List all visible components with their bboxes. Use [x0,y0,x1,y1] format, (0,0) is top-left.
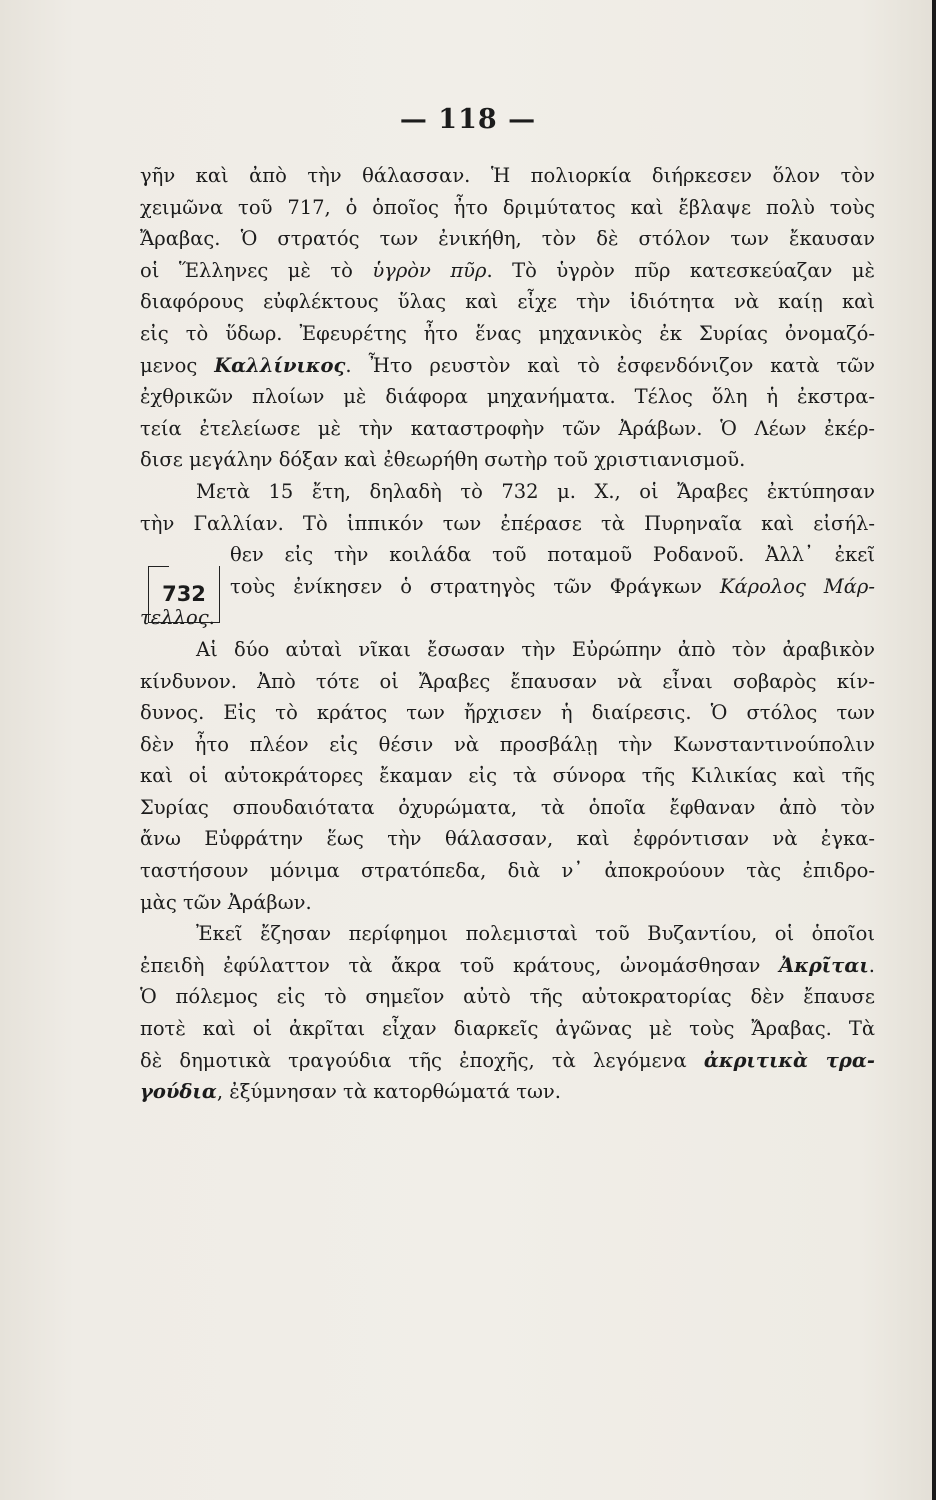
text-line: ταστήσουν μόνιμα στρατόπεδα, διὰ ν᾽ ἀποκρούουν τὰς ἐπιδρο- [140,859,875,883]
page-number: — 118 — [399,104,537,135]
text-line: οἱ Ἕλληνες μὲ τὸ ὑγρὸν πῦρ. Τὸ ὑγρὸν πῦρ κατεσκεύαζαν μὲ [140,258,875,282]
page-edge-shadow [932,0,936,1500]
text-line: ἐχθρικῶν πλοίων μὲ διάφορα μηχανήματα. Τέλος ὅλη ἡ ἐκστρα- [140,385,875,409]
text-line: τεία ἐτελείωσε μὲ τὴν καταστροφὴν τῶν Ἀράβων. Ὁ Λέων ἐκέρ- [140,416,875,440]
text-line: διαφόρους εὐφλέκτους ὕλας καὶ εἶχε τὴν ἰδιότητα νὰ καίῃ καὶ [140,290,875,314]
italic-term: Ἀκρῖται [779,953,869,977]
body-text [140,160,875,1108]
text-line: ἐπειδὴ ἐφύλαττον τὰ ἄκρα τοῦ κράτους, ὠνομάσθησαν Ἀκρῖται. [140,953,875,977]
text-line: δὲν ἦτο πλέον εἰς θέσιν νὰ προσβάλῃ τὴν Κωνσταντινούπολιν [140,732,875,756]
text-line: δὲ δημοτικὰ τραγούδια τῆς ἐποχῆς, τὰ λεγόμενα ἀκριτικὰ τρα- [140,1048,875,1072]
text-line: γῆν καὶ ἀπὸ τὴν θάλασσαν. Ἡ πολιορκία διήρκεσεν ὅλον τὸν [140,164,875,187]
text-line: κίνδυνον. Ἀπὸ τότε οἱ Ἄραβες ἔπαυσαν νὰ εἶναι σοβαρὸς κίν- [140,669,875,693]
text-line: Ἐκεῖ ἔζησαν περίφημοι πολεμισταὶ τοῦ Βυζαντίου, οἱ ὁποῖοι [196,922,875,946]
italic-term: τελλος [140,606,209,630]
text-line: Αἱ δύο αὐταὶ νῖκαι ἔσωσαν τὴν Εὐρώπην ἀπὸ τὸν ἀραβικὸν [196,637,875,661]
margin-date-label: 732 [162,582,206,606]
text-line: Συρίας σπουδαιότατα ὀχυρώματα, τὰ ὁποῖα ἔφθαναν ἀπὸ τὸν [140,795,875,819]
text-line: τοὺς ἐνίκησεν ὁ στρατηγὸς τῶν Φράγκων Κάρολος Μάρ- [230,574,875,598]
italic-term: Καλλίνικος [214,353,346,377]
text-line: γούδια, ἐξύμνησαν τὰ κατορθώματά των. [140,1080,561,1104]
text-line: δισε μεγάλην δόξαν καὶ ἐθεωρήθη σωτὴρ τοῦ χριστιανισμοῦ. [140,448,746,472]
text-line: δυνος. Εἰς τὸ κράτος των ἤρχισεν ἡ διαίρεσις. Ὁ στόλος των [140,701,875,725]
text-line: Μετὰ 15 ἔτη, δηλαδὴ τὸ 732 μ. Χ., οἱ Ἄραβες ἐκτύπησαν [196,479,875,503]
italic-term: ὑγρὸν πῦρ [372,258,487,282]
text-line: μενος Καλλίνικος. Ἦτο ρευστὸν καὶ τὸ ἐσφενδόνιζον κατὰ τῶν [140,353,875,377]
text-line: Ὁ πόλεμος εἰς τὸ σημεῖον αὐτὸ τῆς αὐτοκρατορίας δὲν ἔπαυσε [140,985,875,1009]
text-line: τὴν Γαλλίαν. Τὸ ἱππικόν των ἐπέρασε τὰ Πυρηναῖα καὶ εἰσήλ- [140,511,875,535]
text-line: χειμῶνα τοῦ 717, ὁ ὁποῖος ἦτο δριμύτατος καὶ ἔβλαψε πολὺ τοὺς [140,195,875,219]
text-line: Ἄραβας. Ὁ στρατός των ἐνικήθη, τὸν δὲ στόλον των ἔκαυσαν [140,227,875,251]
text-line: καὶ οἱ αὐτοκράτορες ἔκαμαν εἰς τὰ σύνορα τῆς Κιλικίας καὶ τῆς [140,764,875,788]
text-line: τελλος. [140,606,215,630]
text-line: θεν εἰς τὴν κοιλάδα τοῦ ποταμοῦ Ροδανοῦ. Ἀλλ᾽ ἐκεῖ [230,543,875,567]
italic-term: ἀκριτικὰ τρα- [703,1048,875,1072]
text-line: εἰς τὸ ὕδωρ. Ἐφευρέτης ἦτο ἕνας μηχανικὸς ἐκ Συρίας ὀνομαζό- [140,321,875,345]
italic-term: Κάρολος Μάρ- [719,574,875,598]
italic-term: γούδια [140,1080,217,1104]
text-line: μὰς τῶν Ἀράβων. [140,890,312,914]
text-line: ἄνω Εὐφράτην ἕως τὴν θάλασσαν, καὶ ἐφρόντισαν νὰ ἐγκα- [140,827,875,851]
text-line: ποτὲ καὶ οἱ ἀκρῖται εἶχαν διαρκεῖς ἀγῶνας μὲ τοὺς Ἄραβας. Τὰ [140,1017,875,1041]
